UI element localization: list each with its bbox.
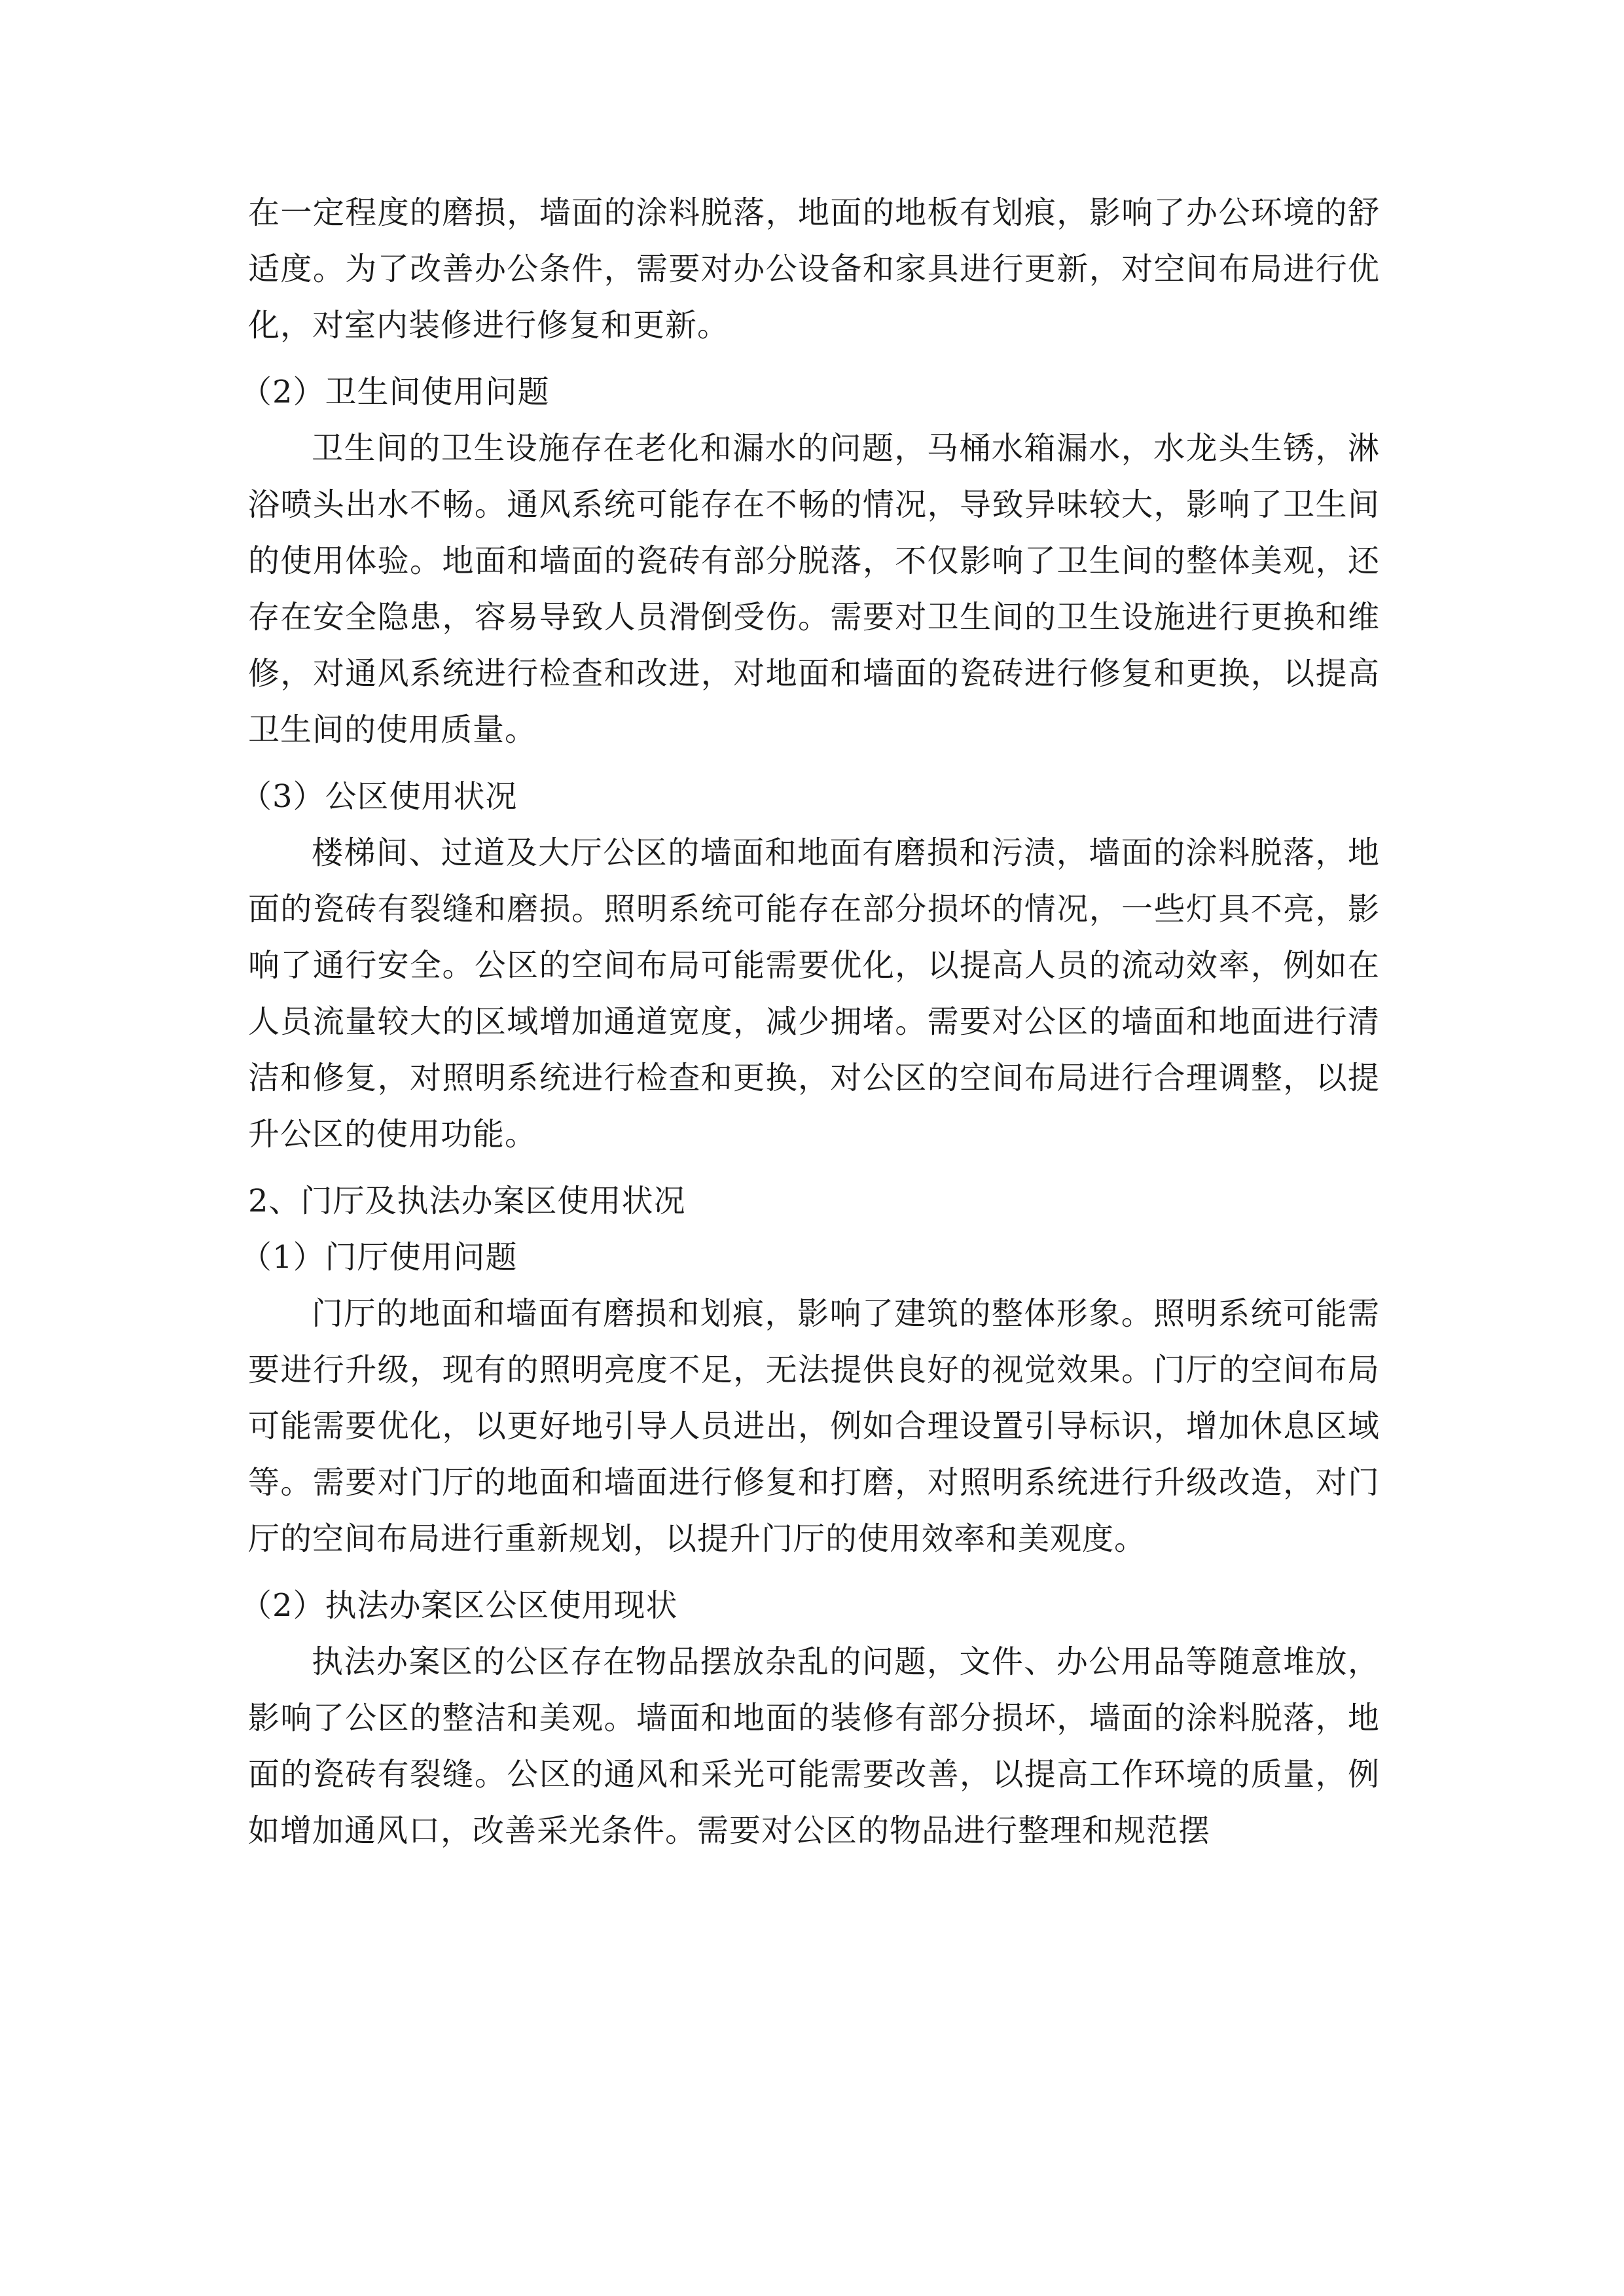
heading-restroom-issues: （2）卫生间使用问题	[240, 374, 550, 410]
paragraph-office-condition: 在一定程度的磨损，墙面的涂料脱落，地面的地板有划痕，影响了办公环境的舒适度。为了改善办公条件，需要对办公设备和家具进行更新，对空间布局进行优化，对室内装修进行修复和更新。	[248, 194, 1380, 344]
paragraph-enforcement-area-status: 执法办案区的公区存在物品摆放杂乱的问题，文件、办公用品等随意堆放，影响了公区的整洁和美观。墙面和地面的装修有部分损坏，墙面的涂料脱落，地面的瓷砖有裂缝。公区的通风和采光可能需要改善，以提高工作环境的质量，例如增加通风口，改善采光条件。需要对公区的物品进行整理和规范摆	[248, 1643, 1380, 1849]
section-heading-lobby-enforcement: 2、门厅及执法办案区使用状况	[248, 1183, 686, 1219]
paragraph-lobby-issues: 门厅的地面和墙面有磨损和划痕，影响了建筑的整体形象。照明系统可能需要进行升级，现有的照明亮度不足，无法提供良好的视觉效果。门厅的空间布局可能需要优化，以更好地引导人员进出，例如合理设置引导标识，增加休息区域等。需要对门厅的地面和墙面进行修复和打磨，对照明系统进行升级改造，对门厅的空间布局进行重新规划，以提升门厅的使用效率和美观度。	[248, 1295, 1380, 1557]
document-body	[240, 185, 1380, 1859]
heading-enforcement-area-status: （2）执法办案区公区使用现状	[240, 1587, 678, 1624]
paragraph-restroom-issues: 卫生间的卫生设施存在老化和漏水的问题，马桶水箱漏水，水龙头生锈，淋浴喷头出水不畅。通风系统可能存在不畅的情况，导致异味较大，影响了卫生间的使用体验。地面和墙面的瓷砖有部分脱落，不仅影响了卫生间的整体美观，还存在安全隐患，容易导致人员滑倒受伤。需要对卫生间的卫生设施进行更换和维修，对通风系统进行检查和改进，对地面和墙面的瓷砖进行修复和更换，以提高卫生间的使用质量。	[248, 430, 1380, 748]
paragraph-public-area-status: 楼梯间、过道及大厅公区的墙面和地面有磨损和污渍，墙面的涂料脱落，地面的瓷砖有裂缝和磨损。照明系统可能存在部分损坏的情况，一些灯具不亮，影响了通行安全。公区的空间布局可能需要优化，以提高人员的流动效率，例如在人员流量较大的区域增加通道宽度，减少拥堵。需要对公区的墙面和地面进行清洁和修复，对照明系统进行检查和更换，对公区的空间布局进行合理调整，以提升公区的使用功能。	[248, 834, 1380, 1153]
heading-lobby-issues: （1）门厅使用问题	[240, 1239, 518, 1276]
heading-public-area-status: （3）公区使用状况	[240, 778, 518, 815]
